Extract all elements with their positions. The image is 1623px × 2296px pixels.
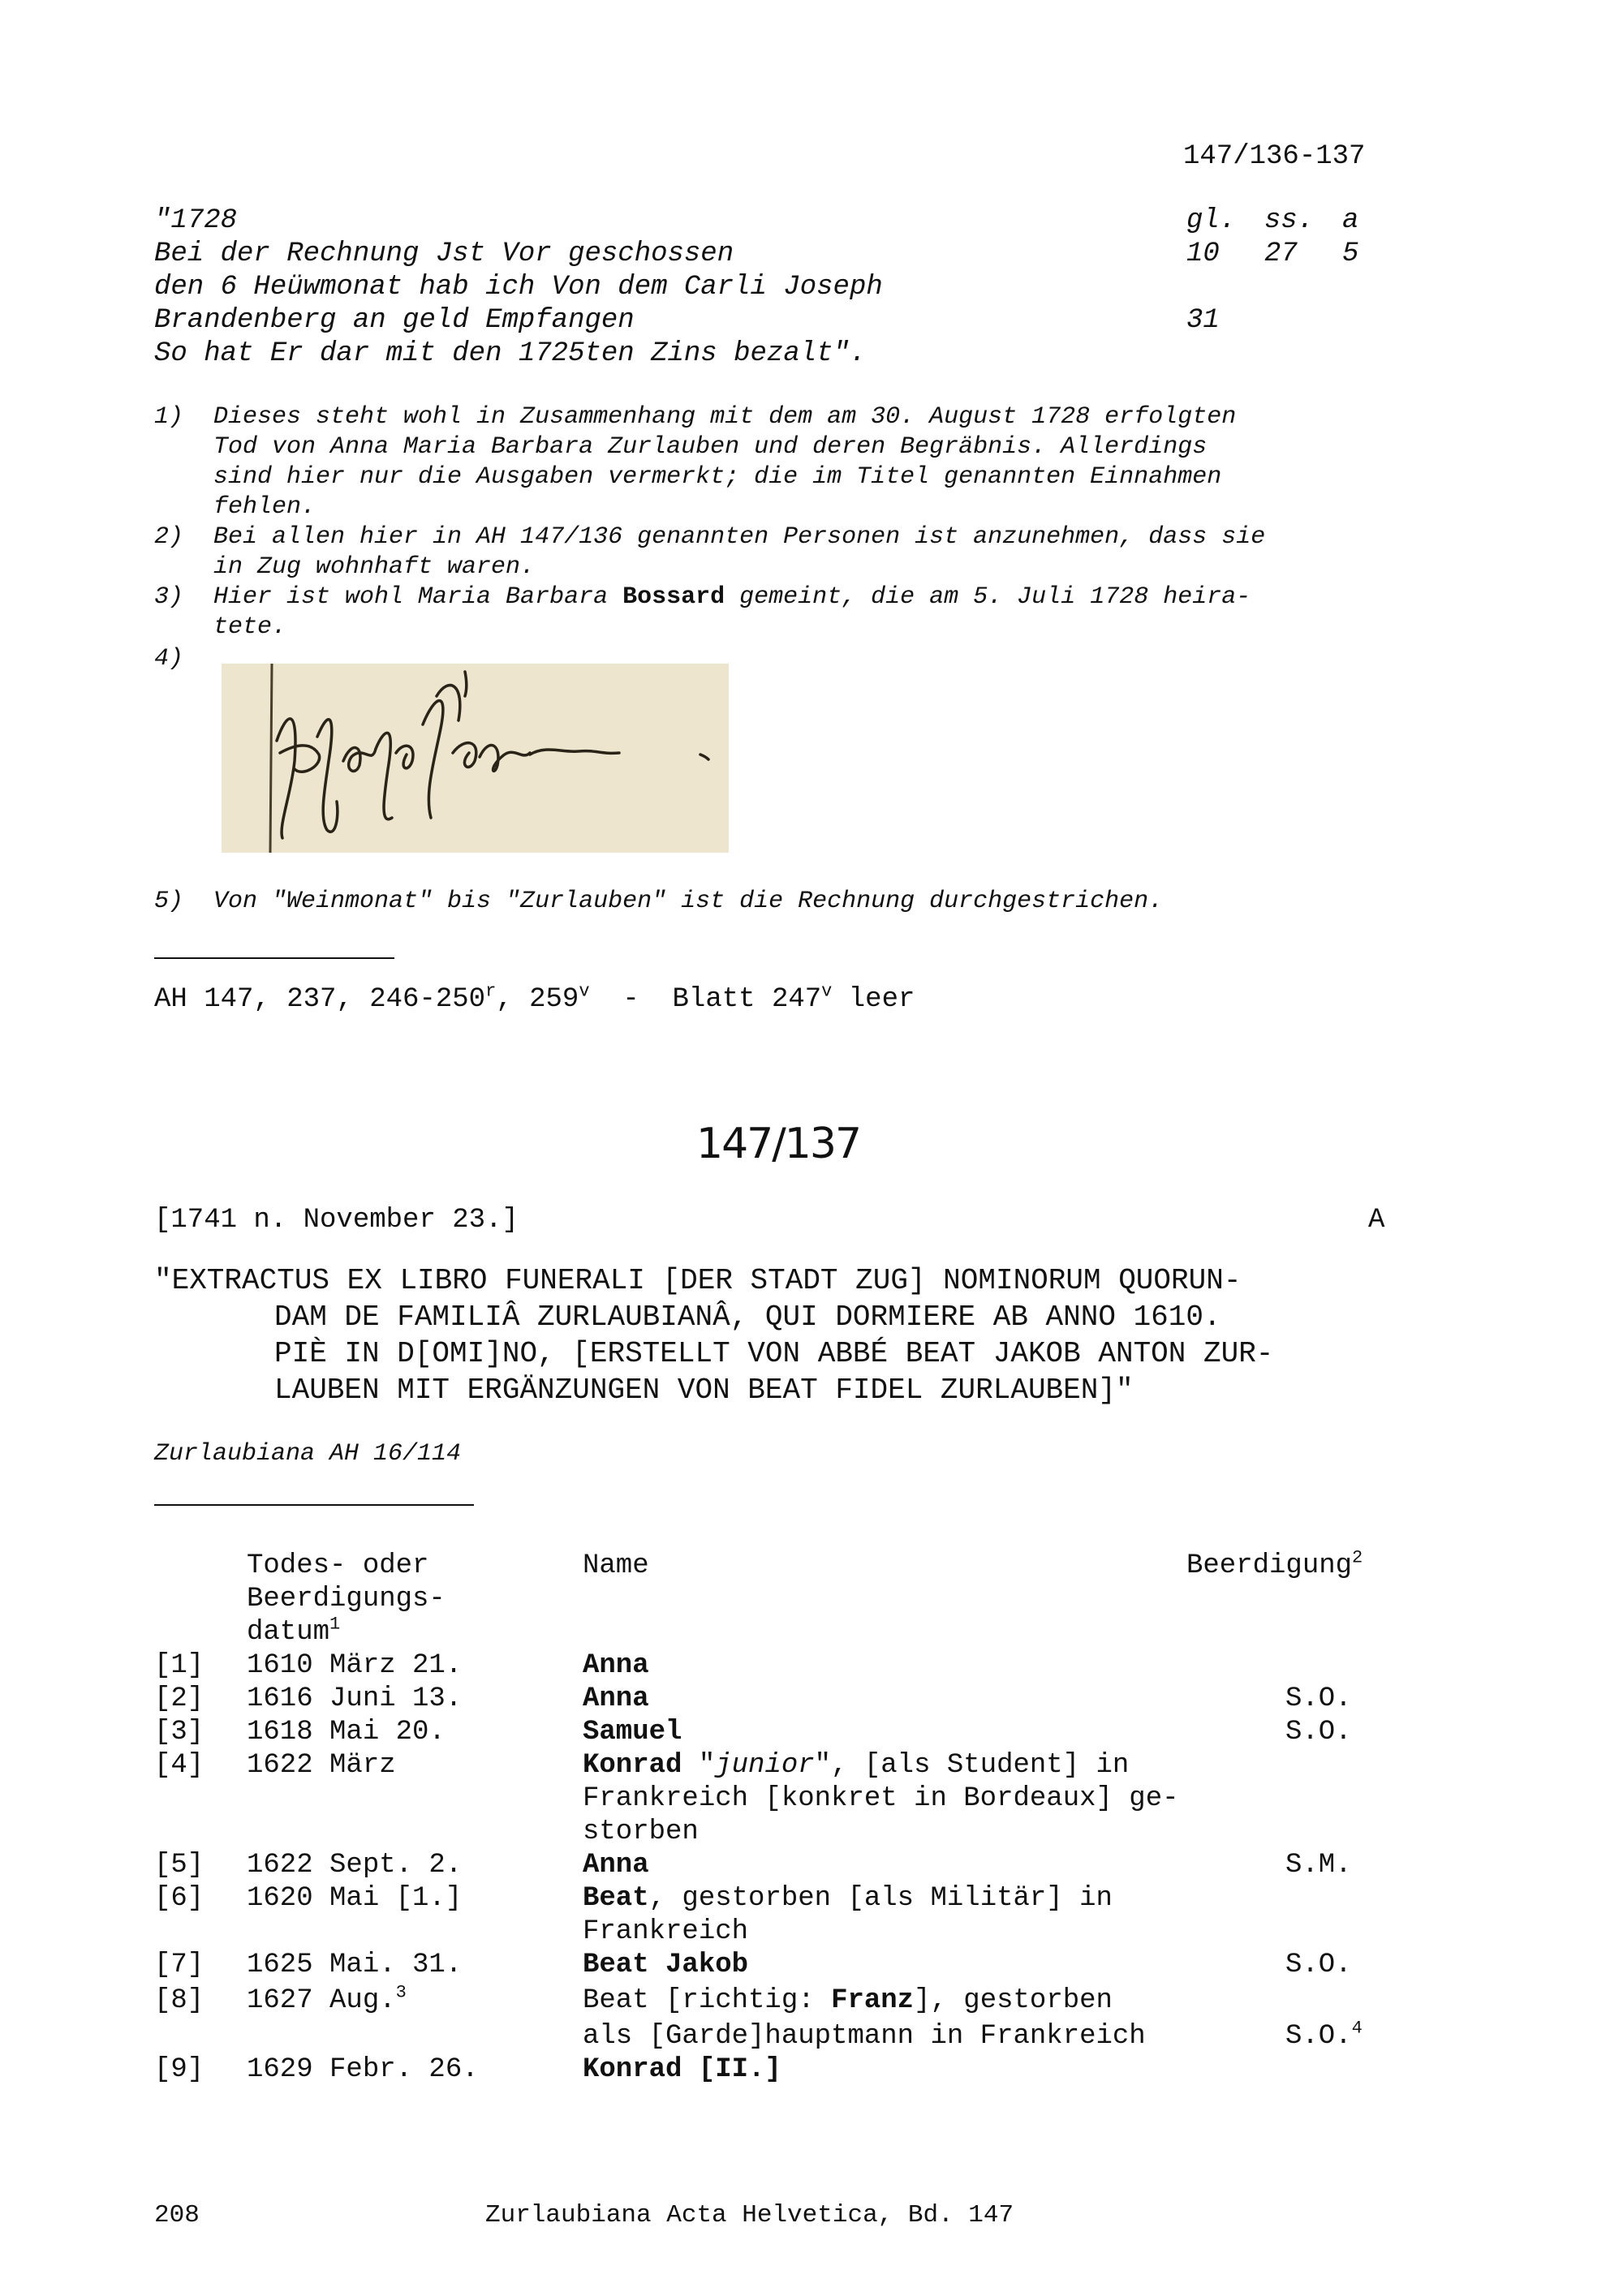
row-name: Anna xyxy=(583,1683,649,1714)
row-number: [7] xyxy=(154,1950,204,1980)
page-number: 208 xyxy=(154,2201,200,2229)
footnote-text: Von "Weinmonat" bis "Zurlauben" ist die Rechnung durchgestrichen. xyxy=(213,888,1164,915)
row-date: 1616 Juni 13. xyxy=(247,1683,463,1714)
row-name-continued: Frankreich [konkret in Bordeaux] ge- xyxy=(583,1783,1179,1814)
signature-image xyxy=(222,664,729,853)
entry-line: Bei der Rechnung Jst Vor geschossen xyxy=(154,239,734,269)
row-name-continued: als [Garde]hauptmann in Frankreich xyxy=(583,2021,1146,2052)
row-number: [9] xyxy=(154,2054,204,2085)
footnote-number: 3) xyxy=(154,583,184,611)
row-name-continued: Frankreich xyxy=(583,1916,749,1947)
table-header-name: Name xyxy=(583,1550,649,1581)
row-date: 1620 Mai [1.] xyxy=(247,1883,463,1914)
footnote-text: fehlen. xyxy=(213,493,316,521)
footnote-text: tete. xyxy=(213,613,287,641)
table-header-burial: Beerdigung$^2$ xyxy=(1186,1547,1363,1581)
page-reference: 147/136-137 xyxy=(1183,141,1366,172)
row-number: [3] xyxy=(154,1717,204,1748)
value-gl: 10 xyxy=(1186,239,1220,269)
row-date: 1622 Sept. 2. xyxy=(247,1850,463,1881)
value-a: 5 xyxy=(1342,239,1359,269)
source-reference: Zurlaubiana AH 16/114 xyxy=(154,1440,462,1468)
value-ss: 27 xyxy=(1264,239,1298,269)
source-line: AH 147, 237, 246-250$^r$, 259$^v$ - Blatt 247$^v$ leer xyxy=(154,981,915,1015)
value-total: 31 xyxy=(1186,305,1220,336)
footnote-number: 4) xyxy=(154,645,184,673)
row-date: 1618 Mai 20. xyxy=(247,1717,446,1748)
document-title-line: "EXTRACTUS EX LIBRO FUNERALI [DER STADT ZUG] NOMINORUM QUORUN- xyxy=(154,1264,1242,1297)
entry-line: den 6 Heüwmonat hab ich Von dem Carli Joseph xyxy=(154,272,883,303)
row-date: 1610 März 21. xyxy=(247,1650,463,1681)
bold-name: Bossard xyxy=(622,583,725,611)
row-burial: S.O. xyxy=(1285,1683,1352,1714)
row-name: Konrad "junior", [als Student] in xyxy=(583,1750,1130,1781)
document-title-line: PIÈ IN D[OMI]NO, [ERSTELLT VON ABBÉ BEAT JAKOB ANTON ZUR- xyxy=(274,1337,1274,1370)
footnote-text: Hier ist wohl Maria Barbara Bossard gemeint, die am 5. Juli 1728 heira- xyxy=(213,583,1251,611)
footnote-text: Tod von Anna Maria Barbara Zurlauben und deren Begräbnis. Allerdings xyxy=(213,433,1208,461)
separator-rule xyxy=(154,1504,474,1506)
separator-rule xyxy=(154,957,394,959)
handwritten-signature xyxy=(222,664,729,853)
row-date: 1629 Febr. 26. xyxy=(247,2054,479,2085)
document-title-line: DAM DE FAMILIÂ ZURLAUBIANÂ, QUI DORMIERE AB ANNO 1610. xyxy=(274,1301,1221,1334)
document-number: 147/137 xyxy=(696,1120,861,1168)
row-date: 1627 Aug.$^3$ xyxy=(247,1982,407,2016)
footnote-number: 1) xyxy=(154,403,184,431)
row-name-continued: storben xyxy=(583,1817,699,1847)
entry-line: Brandenberg an geld Empfangen xyxy=(154,305,635,336)
row-name: Samuel xyxy=(583,1717,682,1748)
footer-title: Zurlaubiana Acta Helvetica, Bd. 147 xyxy=(485,2201,1014,2229)
row-name: Beat, gestorben [als Militär] in xyxy=(583,1883,1113,1914)
document-letter: A xyxy=(1368,1205,1385,1236)
entry-line: "1728 xyxy=(154,205,238,236)
footnote-text: in Zug wohnhaft waren. xyxy=(213,553,536,581)
entry-line: So hat Er dar mit den 1725ten Zins bezalt". xyxy=(154,338,867,369)
row-burial: S.O.$^4$ xyxy=(1285,2018,1363,2052)
row-number: [1] xyxy=(154,1650,204,1681)
footnote-text: sind hier nur die Ausgaben vermerkt; die im Titel genannten Einnahmen xyxy=(213,463,1222,491)
footnote-text: Dieses steht wohl in Zusammenhang mit dem am 30. August 1728 erfolgten xyxy=(213,403,1237,431)
currency-a: a xyxy=(1342,205,1359,236)
row-name: Anna xyxy=(583,1850,649,1881)
table-header-date: datum$^1$ xyxy=(247,1614,341,1648)
row-number: [8] xyxy=(154,1985,204,2016)
row-burial: S.O. xyxy=(1285,1717,1352,1748)
row-date: 1622 März xyxy=(247,1750,396,1781)
row-number: [4] xyxy=(154,1750,204,1781)
row-name: Beat [richtig: Franz], gestorben xyxy=(583,1985,1113,2016)
document-title-line: LAUBEN MIT ERGÄNZUNGEN VON BEAT FIDEL ZURLAUBEN]" xyxy=(274,1374,1134,1407)
footnote-text: Bei allen hier in AH 147/136 genannten Personen ist anzunehmen, dass sie xyxy=(213,523,1266,551)
document-date: [1741 n. November 23.] xyxy=(154,1205,519,1236)
row-number: [5] xyxy=(154,1850,204,1881)
table-header-date: Todes- oder xyxy=(247,1550,429,1581)
table-header-date: Beerdigungs- xyxy=(247,1584,446,1615)
row-name: Anna xyxy=(583,1650,649,1681)
footnote-number: 2) xyxy=(154,523,184,551)
row-date: 1625 Mai. 31. xyxy=(247,1950,463,1980)
row-burial: S.M. xyxy=(1285,1850,1352,1881)
currency-ss: ss. xyxy=(1264,205,1315,236)
currency-gl: gl. xyxy=(1186,205,1237,236)
footnote-number: 5) xyxy=(154,888,184,915)
row-name: Beat Jakob xyxy=(583,1950,749,1980)
row-name: Konrad [II.] xyxy=(583,2054,781,2085)
row-burial: S.O. xyxy=(1285,1950,1352,1980)
row-number: [2] xyxy=(154,1683,204,1714)
row-number: [6] xyxy=(154,1883,204,1914)
